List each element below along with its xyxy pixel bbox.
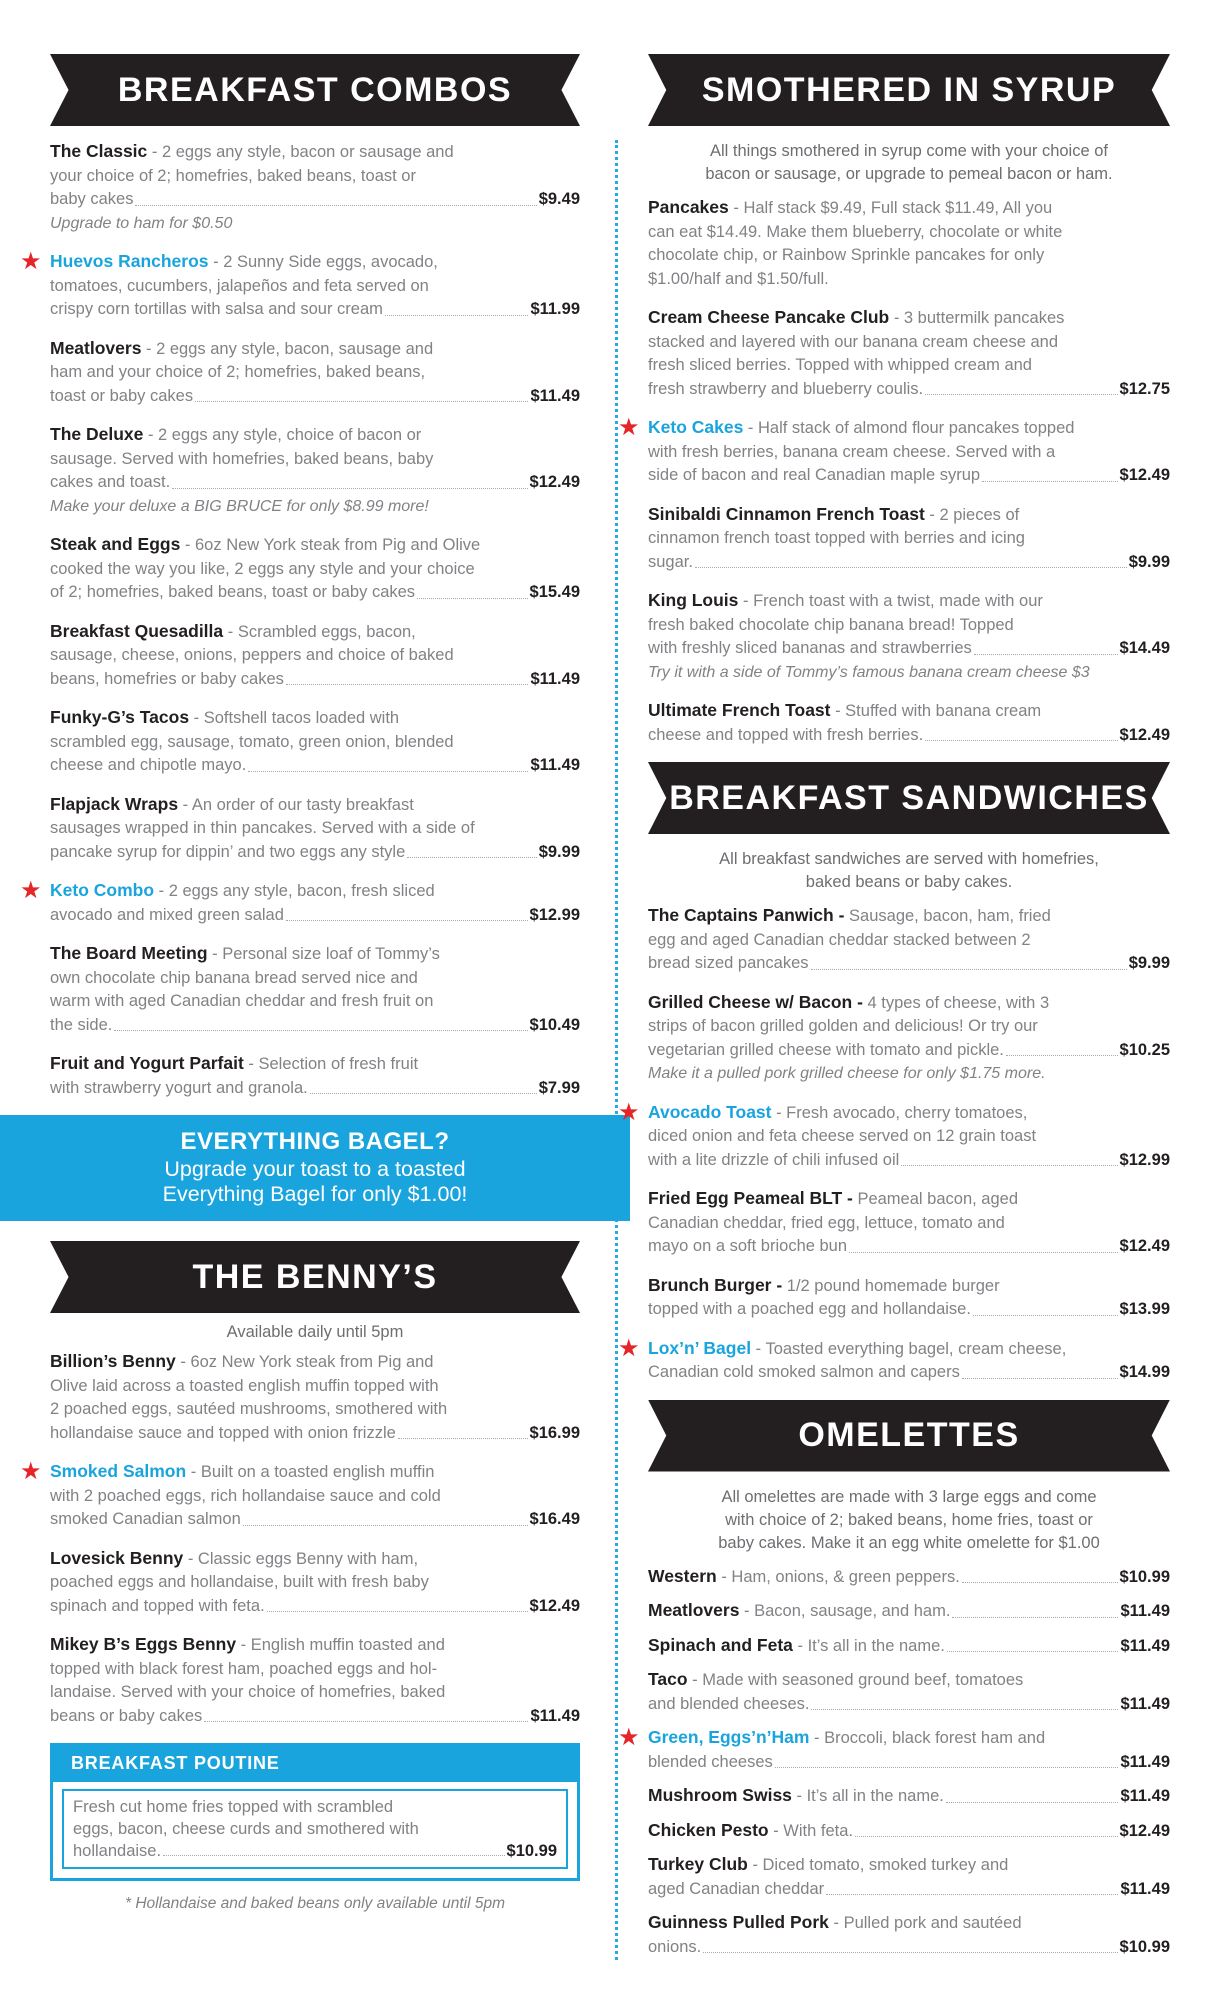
item-description: cinnamon french toast topped with berries and icing	[648, 529, 1025, 547]
item-price: $10.25	[1119, 1040, 1170, 1059]
item-name: Sinibaldi Cinnamon French Toast	[648, 503, 925, 524]
item-description: 1/2 pound homemade burger	[786, 1276, 1000, 1295]
item-description: Olive laid across a toasted english muffin topped with	[50, 1376, 439, 1395]
item-description: fresh strawberry and blueberry coulis.	[648, 379, 924, 398]
intro-line: baked beans or baby cakes.	[805, 873, 1013, 891]
item-description: sausage. Served with homefries, baked beans, baby	[50, 449, 434, 468]
item-description: with a lite drizzle of chili infused oil	[648, 1150, 900, 1169]
item-description: tomatoes, cucumbers, jalapeños and feta served on	[50, 276, 429, 295]
item-description: topped with black forest ham, poached eggs and hol-	[50, 1659, 438, 1678]
item-description: stacked and layered with our banana cream cheese and	[648, 332, 1059, 351]
item-description: - Selection of fresh fruit	[248, 1055, 419, 1073]
item-name: The Captains Panwich -	[648, 905, 845, 925]
item-name: Flapjack Wraps	[50, 793, 179, 814]
item-description: Canadian cold smoked salmon and capers	[648, 1363, 960, 1381]
item-description: - It’s all in the name.	[796, 1787, 944, 1805]
item-price: $9.49	[538, 190, 580, 208]
featured-star-icon: ★	[20, 248, 42, 275]
leader-dots	[826, 1894, 1118, 1895]
sandwiches-list	[618, 904, 1170, 1385]
item-note: Try it with a side of Tommy’s famous banana cream cheese $3	[648, 663, 1090, 681]
item-description: - Scrambled eggs, bacon,	[227, 622, 416, 641]
item-price: $9.99	[1128, 954, 1170, 972]
featured-star-icon: ★	[20, 877, 42, 904]
menu-item	[50, 140, 580, 235]
item-description: cakes and toast.	[50, 473, 171, 491]
menu-item	[648, 1784, 1170, 1809]
breakfast-poutine-box	[50, 1743, 580, 1881]
item-description: - Half stack of almond flour pancakes topped	[747, 419, 1075, 437]
menu-item	[648, 196, 1170, 291]
item-description: spinach and topped with feta.	[50, 1596, 265, 1615]
item-price: $11.49	[530, 756, 580, 774]
item-name: Lovesick Benny	[50, 1547, 184, 1568]
item-name: Keto Combo	[50, 880, 155, 900]
item-name: Pancakes	[648, 197, 729, 217]
item-name: Billion’s Benny	[50, 1351, 176, 1371]
item-description: with freshly sliced bananas and strawberries	[648, 639, 972, 657]
item-name: Western	[648, 1565, 717, 1586]
item-description: - 6oz New York steak from Pig and Olive	[184, 536, 481, 554]
menu-item	[648, 589, 1170, 684]
item-name: Guinness Pulled Pork	[648, 1912, 829, 1932]
leader-dots	[417, 598, 527, 599]
menu-item	[648, 991, 1170, 1086]
leader-dots	[974, 654, 1118, 655]
leader-dots	[1006, 1055, 1118, 1056]
item-name: Spinach and Feta	[648, 1634, 793, 1655]
item-name: Meatlovers	[50, 337, 142, 358]
item-description: 2 poached eggs, sautéed mushrooms, smothered with	[50, 1400, 448, 1418]
column-divider	[615, 140, 618, 1960]
item-description: ham and your choice of 2; homefries, baked beans,	[50, 363, 426, 381]
item-price: $12.99	[1119, 1150, 1170, 1169]
featured-star-icon: ★	[618, 1098, 640, 1126]
left-column	[20, 0, 580, 1913]
leader-dots	[811, 969, 1127, 970]
section-intro: Available daily until 5pm	[226, 1323, 404, 1341]
menu-item	[50, 706, 580, 778]
item-name: The Classic	[50, 141, 148, 161]
item-name: Avocado Toast	[648, 1101, 772, 1122]
leader-dots	[703, 1952, 1117, 1953]
item-description: - Ham, onions, & green peppers.	[721, 1567, 960, 1586]
item-name: Grilled Cheese w/ Bacon -	[648, 991, 863, 1012]
footnote: * Hollandaise and baked beans only available until 5pm	[124, 1895, 505, 1912]
menu-item	[50, 533, 580, 605]
leader-dots	[204, 1721, 528, 1722]
leader-dots	[925, 394, 1117, 395]
item-description: aged Canadian cheddar	[648, 1879, 825, 1898]
item-description: - Pulled pork and sautéed	[833, 1914, 1022, 1932]
item-price: $11.49	[530, 669, 580, 688]
item-name: Fruit and Yogurt Parfait	[50, 1053, 244, 1073]
item-description: scrambled egg, sausage, tomato, green onion, blended	[50, 732, 454, 751]
item-description: with 2 poached eggs, rich hollandaise sauce and cold	[50, 1486, 441, 1505]
callout-line: Upgrade your toast to a toasted	[164, 1157, 466, 1181]
item-description: topped with a poached egg and hollandaise.	[648, 1300, 971, 1318]
section-title: BREAKFAST SANDWICHES	[669, 778, 1149, 817]
menu-item	[618, 1724, 1170, 1774]
item-name: Mushroom Swiss	[648, 1785, 792, 1805]
desc-line: eggs, bacon, cheese curds and smothered with	[73, 1820, 419, 1838]
item-price: $16.49	[529, 1510, 580, 1528]
intro-line: All omelettes are made with 3 large eggs and come	[721, 1487, 1097, 1506]
item-price: $11.49	[1120, 1602, 1170, 1620]
item-price: $11.49	[1120, 1879, 1170, 1898]
item-name: Lox’n’ Bagel	[648, 1337, 752, 1358]
leader-dots	[385, 315, 529, 316]
item-name: Turkey Club	[648, 1854, 748, 1874]
menu-item	[50, 423, 580, 518]
menu-item	[648, 306, 1170, 401]
breakfast-sandwiches-banner	[648, 762, 1170, 834]
item-description: can eat $14.49. Make them blueberry, chocolate or white	[648, 222, 1063, 241]
item-name: Funky-G’s Tacos	[50, 707, 190, 727]
item-description: - 6oz New York steak from Pig and	[180, 1353, 434, 1371]
item-price: $12.49	[529, 1596, 580, 1615]
leader-dots	[973, 1315, 1118, 1316]
leader-dots	[962, 1582, 1118, 1583]
item-price: $12.49	[1119, 725, 1170, 744]
item-name: Cream Cheese Pancake Club	[648, 307, 890, 327]
callout-line: Everything Bagel for only $1.00!	[162, 1182, 468, 1206]
item-description: cheese and chipotle mayo.	[50, 756, 247, 774]
item-name: Meatlovers	[648, 1600, 740, 1620]
item-description: - Fresh avocado, cherry tomatoes,	[776, 1103, 1028, 1122]
item-name: The Deluxe	[50, 424, 144, 444]
item-description: - Broccoli, black forest ham and	[814, 1729, 1046, 1747]
section-title: SMOTHERED IN SYRUP	[701, 70, 1117, 109]
item-description: - Classic eggs Benny with ham,	[187, 1549, 419, 1568]
leader-dots	[947, 1651, 1119, 1652]
leader-dots	[925, 740, 1117, 741]
item-price: $11.49	[530, 1706, 580, 1725]
menu-item	[648, 699, 1170, 747]
featured-star-icon: ★	[618, 1334, 640, 1362]
menu-item	[648, 1819, 1170, 1844]
item-description: - 2 pieces of	[929, 505, 1020, 524]
item-description: chocolate chip, or Rainbow Sprinkle pancakes for only	[648, 246, 1045, 264]
desc-line: hollandaise.	[73, 1842, 162, 1860]
item-description: egg and aged Canadian cheddar stacked between 2	[648, 930, 1031, 949]
leader-dots	[946, 1802, 1119, 1803]
featured-star-icon: ★	[20, 1458, 42, 1485]
item-description: vegetarian grilled cheese with tomato and pickle.	[648, 1040, 1004, 1059]
item-description: avocado and mixed green salad	[50, 905, 284, 924]
right-column	[618, 0, 1170, 1969]
section-intro	[648, 140, 1170, 186]
item-description: - 2 eggs any style, bacon, fresh sliced	[158, 882, 435, 900]
item-description: - Toasted everything bagel, cream cheese,	[755, 1339, 1067, 1358]
menu-item	[648, 1565, 1170, 1590]
leader-dots	[849, 1252, 1117, 1253]
item-description: own chocolate chip banana bread served nice and	[50, 968, 418, 987]
menu-item	[20, 1458, 580, 1532]
leader-dots	[962, 1378, 1118, 1379]
item-description: with strawberry yogurt and granola.	[50, 1078, 308, 1097]
menu-item	[50, 1633, 580, 1728]
item-description: - Made with seasoned ground beef, tomatoes	[692, 1671, 1024, 1689]
item-price: $11.49	[1120, 1787, 1170, 1805]
featured-star-icon: ★	[618, 414, 640, 441]
item-name: Brunch Burger -	[648, 1274, 783, 1295]
leader-dots	[243, 1525, 528, 1526]
item-price: $10.99	[506, 1842, 557, 1860]
breakfast-combos-banner	[50, 54, 580, 126]
item-description: - Softshell tacos loaded with	[193, 709, 400, 727]
item-price: $14.49	[1119, 639, 1170, 657]
item-price: $9.99	[538, 842, 580, 861]
menu-item	[648, 1911, 1170, 1959]
item-description: onions.	[648, 1937, 702, 1956]
bennys-banner	[50, 1241, 580, 1313]
item-description: - Half stack $9.49, Full stack $11.49, All you	[733, 199, 1053, 217]
item-description: sausage, cheese, onions, peppers and choice of baked	[50, 646, 454, 664]
smothered-in-syrup-banner	[648, 54, 1170, 126]
leader-dots	[952, 1617, 1118, 1618]
omelettes-list	[618, 1565, 1170, 1960]
item-price: $10.99	[1119, 1937, 1170, 1956]
poutine-description	[62, 1789, 568, 1869]
omelettes-banner	[648, 1400, 1170, 1472]
menu-item	[50, 337, 580, 409]
menu-item	[50, 942, 580, 1037]
item-name: Breakfast Quesadilla	[50, 620, 224, 641]
menu-item	[648, 1274, 1170, 1322]
item-description: - It’s all in the name.	[797, 1636, 945, 1655]
item-name: Keto Cakes	[648, 417, 744, 437]
menu-item	[648, 1187, 1170, 1259]
leader-dots	[195, 401, 528, 402]
item-note: Upgrade to ham for $0.50	[50, 214, 233, 232]
item-price: $15.49	[529, 583, 580, 601]
featured-star-icon: ★	[618, 1724, 640, 1751]
item-price: $16.99	[529, 1423, 580, 1442]
leader-dots	[811, 1709, 1118, 1710]
leader-dots	[398, 1438, 528, 1439]
section-title: THE BENNY’S	[192, 1257, 438, 1296]
menu-item	[648, 1668, 1170, 1716]
item-price: $12.99	[529, 905, 580, 924]
menu-item	[648, 503, 1170, 575]
item-description: baby cakes	[50, 190, 134, 208]
item-description: - 2 eggs any style, bacon or sausage and	[151, 143, 454, 161]
menu-item	[50, 1350, 580, 1445]
item-description: - Built on a toasted english muffin	[190, 1463, 435, 1481]
item-description: with fresh berries, banana cream cheese. Served with a	[648, 442, 1056, 461]
item-description: - 2 eggs any style, bacon, sausage and	[146, 339, 434, 358]
leader-dots	[855, 1836, 1118, 1837]
item-description: strips of bacon grilled golden and delicious! Or try our	[648, 1017, 1038, 1035]
item-description: cheese and topped with fresh berries.	[648, 725, 924, 744]
item-description: toast or baby cakes	[50, 386, 194, 405]
item-note: Make your deluxe a BIG BRUCE for only $8.99 more!	[50, 497, 429, 515]
leader-dots	[407, 857, 536, 858]
item-price: $14.99	[1119, 1363, 1170, 1381]
leader-dots	[114, 1030, 527, 1031]
item-name: Smoked Salmon	[50, 1461, 187, 1481]
item-description: mayo on a soft brioche bun	[648, 1237, 848, 1255]
item-description: pancake syrup for dippin’ and two eggs any style	[50, 842, 406, 861]
item-name: Steak and Eggs	[50, 534, 181, 554]
item-description: your choice of 2; homefries, baked beans, toast or	[50, 166, 416, 185]
item-description: of 2; homefries, baked beans, toast or baby cakes	[50, 583, 416, 601]
leader-dots	[310, 1093, 537, 1094]
leader-dots	[267, 1611, 528, 1612]
item-description: smoked Canadian salmon	[50, 1510, 241, 1528]
item-description: 4 types of cheese, with 3	[867, 993, 1050, 1012]
item-description: - Bacon, sausage, and ham.	[744, 1602, 951, 1620]
item-description: the side.	[50, 1015, 113, 1034]
item-description: blended cheeses	[648, 1752, 773, 1771]
section-title: OMELETTES	[798, 1416, 1020, 1454]
leader-dots	[286, 920, 528, 921]
poutine-title: BREAKFAST POUTINE	[53, 1746, 577, 1782]
leader-dots	[775, 1767, 1119, 1768]
leader-dots	[248, 771, 528, 772]
item-description: beans or baby cakes	[50, 1706, 203, 1725]
item-price: $12.75	[1119, 379, 1170, 398]
item-description: fresh baked chocolate chip banana bread! Topped	[648, 615, 1014, 634]
section-intro	[648, 848, 1170, 894]
leader-dots	[901, 1165, 1117, 1166]
desc-line: Fresh cut home fries topped with scrambled	[73, 1798, 394, 1816]
item-description: poached eggs and hollandaise, built with fresh baby	[50, 1573, 429, 1591]
syrup-list	[618, 196, 1170, 747]
item-price: $10.49	[529, 1015, 580, 1034]
leader-dots	[695, 567, 1127, 568]
item-description: - Stuffed with banana cream	[835, 702, 1042, 720]
leader-dots	[982, 481, 1117, 482]
item-description: warm with aged Canadian cheddar and fresh fruit on	[50, 992, 434, 1010]
menu-item	[50, 620, 580, 692]
item-description: - Personal size loaf of Tommy’s	[212, 945, 440, 963]
item-description: diced onion and feta cheese served on 12 grain toast	[648, 1127, 1037, 1145]
item-price: $12.49	[1119, 1237, 1170, 1255]
item-price: $9.99	[1128, 552, 1170, 571]
item-name: Green, Eggs’n’Ham	[648, 1727, 810, 1747]
intro-line: baby cakes. Make it an egg white omelette for $1.00	[718, 1533, 1100, 1552]
item-description: side of bacon and real Canadian maple syrup	[648, 466, 981, 484]
item-price: $7.99	[538, 1078, 580, 1097]
item-price: $12.49	[529, 473, 580, 491]
item-name: Fried Egg Peameal BLT -	[648, 1188, 853, 1208]
intro-line: All things smothered in syrup come with your choice of	[709, 142, 1108, 160]
leader-dots	[286, 684, 529, 685]
menu-item	[648, 1853, 1170, 1901]
item-description: - 3 buttermilk pancakes	[893, 309, 1065, 327]
menu-item	[50, 1052, 580, 1100]
item-name: Ultimate French Toast	[648, 700, 831, 720]
intro-line: bacon or sausage, or upgrade to pemeal bacon or ham.	[705, 165, 1113, 183]
item-note: Make it a pulled pork grilled cheese for only $1.75 more.	[648, 1065, 1046, 1082]
item-description: cooked the way you like, 2 eggs any style and your choice	[50, 559, 475, 578]
item-description: crispy corn tortillas with salsa and sour cream	[50, 300, 383, 318]
item-description: sausages wrapped in thin pancakes. Served with a side of	[50, 819, 475, 837]
item-description: - With feta.	[773, 1821, 853, 1840]
item-price: $10.99	[1119, 1567, 1170, 1586]
item-description: - French toast with a twist, made with our	[743, 592, 1043, 610]
everything-bagel-callout	[0, 1115, 630, 1221]
leader-dots	[135, 205, 536, 206]
item-price: $11.49	[530, 386, 580, 405]
menu-item	[50, 793, 580, 865]
item-price: $12.49	[1119, 1821, 1170, 1840]
item-description: beans, homefries or baby cakes	[50, 669, 284, 688]
item-description: - An order of our tasty breakfast	[182, 795, 414, 814]
menu-item	[20, 248, 580, 322]
breakfast-combos-list	[20, 140, 580, 1100]
item-price: $11.49	[1120, 1752, 1170, 1771]
item-description: - Diced tomato, smoked turkey and	[752, 1856, 1009, 1874]
item-description: - 2 Sunny Side eggs, avocado,	[213, 253, 438, 271]
item-price: $13.99	[1119, 1300, 1170, 1318]
item-price: $11.99	[530, 300, 580, 318]
item-description: hollandaise sauce and topped with onion frizzle	[50, 1423, 396, 1442]
item-price: $11.49	[1120, 1636, 1170, 1655]
item-price: $11.49	[1120, 1694, 1170, 1713]
item-description: landaise. Served with your choice of homefries, baked	[50, 1683, 446, 1701]
section-title: BREAKFAST COMBOS	[117, 70, 513, 109]
item-name: The Board Meeting	[50, 943, 208, 963]
leader-dots	[172, 488, 527, 489]
intro-line: All breakfast sandwiches are served with homefries,	[719, 850, 1099, 868]
section-intro	[648, 1486, 1170, 1555]
item-name: Taco	[648, 1669, 688, 1689]
item-name: Chicken Pesto	[648, 1819, 769, 1840]
menu-item	[648, 904, 1170, 976]
item-name: King Louis	[648, 590, 739, 610]
item-description: fresh sliced berries. Topped with whipped cream and	[648, 356, 1032, 374]
intro-line: with choice of 2; baked beans, home fries, toast or	[725, 1510, 1093, 1529]
item-name: Mikey B’s Eggs Benny	[50, 1634, 237, 1654]
item-description: $1.00/half and $1.50/full.	[648, 269, 829, 288]
callout-title: EVERYTHING BAGEL?	[180, 1128, 450, 1155]
menu-item	[618, 414, 1170, 488]
menu-item	[20, 877, 580, 927]
item-description: and blended cheeses.	[648, 1694, 810, 1713]
item-description: Canadian cheddar, fried egg, lettuce, tomato and	[648, 1213, 1005, 1232]
item-price: $12.49	[1119, 466, 1170, 484]
item-description: - English muffin toasted and	[240, 1636, 445, 1654]
menu-item	[50, 1547, 580, 1619]
menu-item	[648, 1634, 1170, 1659]
item-name: Huevos Rancheros	[50, 251, 209, 271]
menu-item	[618, 1098, 1170, 1173]
item-description: Peameal bacon, aged	[857, 1190, 1018, 1208]
item-description: sugar.	[648, 552, 693, 571]
item-description: - 2 eggs any style, choice of bacon or	[147, 426, 422, 444]
item-description: Sausage, bacon, ham, fried	[849, 907, 1051, 925]
bennys-list	[20, 1350, 580, 1728]
menu-item	[648, 1599, 1170, 1624]
item-description: bread sized pancakes	[648, 954, 809, 972]
menu-item	[618, 1334, 1170, 1385]
